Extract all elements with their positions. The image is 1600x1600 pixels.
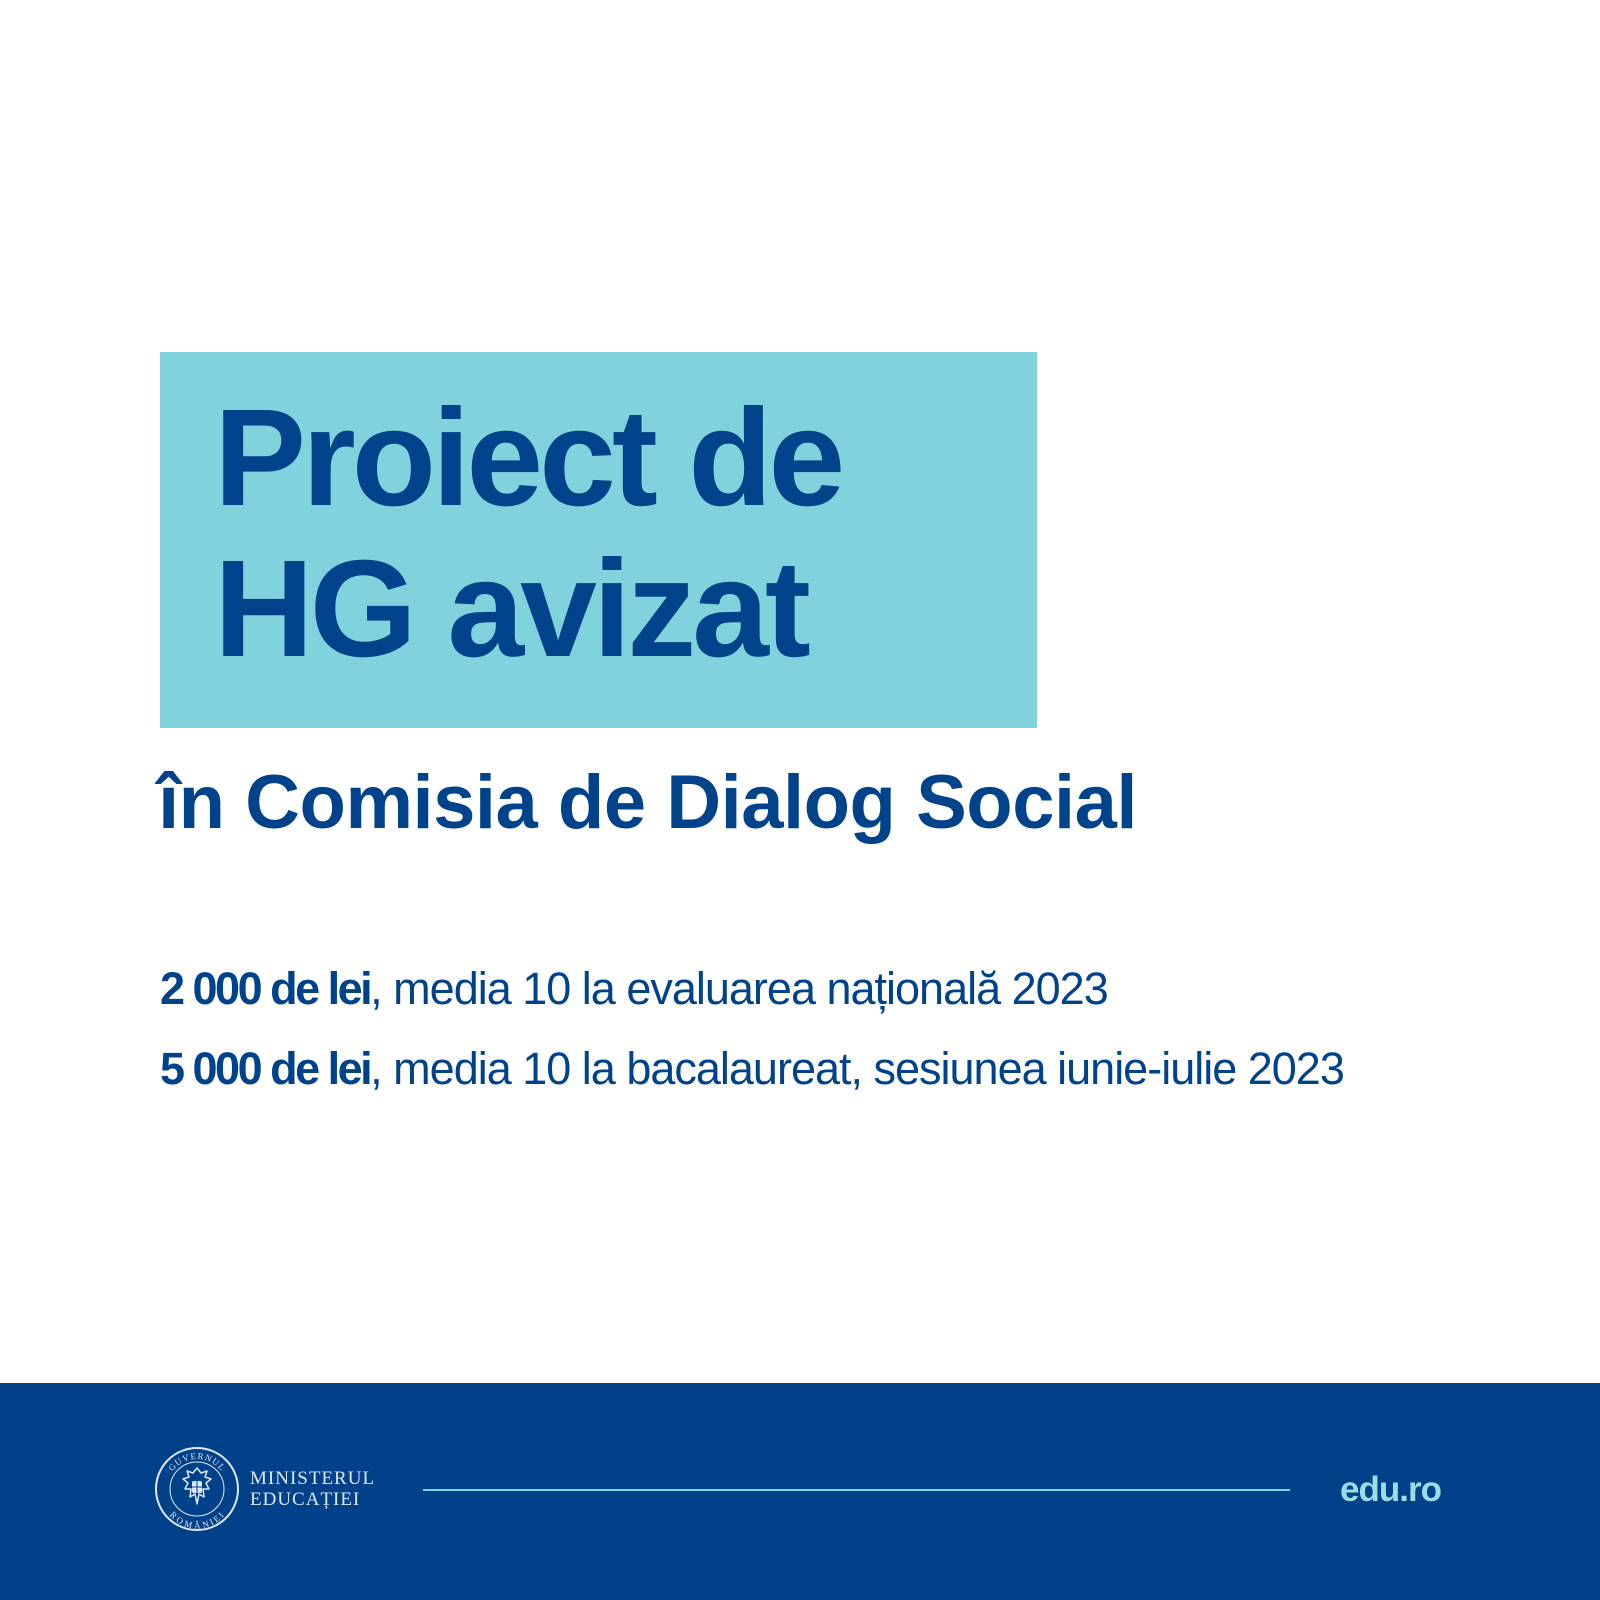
footer (0, 1383, 1600, 1600)
title-line-1: Proiect de (214, 381, 842, 535)
title-banner (160, 352, 1037, 728)
footer-divider (423, 1489, 1290, 1491)
subtitle: în Comisia de Dialog Social (158, 760, 1137, 845)
award-description: , media 10 la evaluarea națională 2023 (370, 963, 1108, 1014)
ministry-name (250, 1468, 375, 1510)
svg-text:GUVERNUL: GUVERNUL (166, 1450, 228, 1474)
award-description: , media 10 la bacalaureat, sesiunea iunie-iulie 2023 (370, 1043, 1344, 1094)
ministry-name-line-1: MINISTERUL (250, 1468, 376, 1489)
government-emblem-icon (154, 1446, 240, 1532)
title-line-2: HG avizat (214, 532, 807, 686)
award-item (160, 1043, 1344, 1094)
svg-text:ROMÂNIEI: ROMÂNIEI (167, 1509, 227, 1531)
award-item (160, 963, 1108, 1014)
award-amount: 5 000 de lei (160, 1043, 371, 1094)
award-amount: 2 000 de lei (160, 963, 371, 1014)
website-link[interactable]: edu.ro (1340, 1470, 1441, 1509)
ministry-name-line-2: EDUCAȚIEI (250, 1489, 361, 1510)
